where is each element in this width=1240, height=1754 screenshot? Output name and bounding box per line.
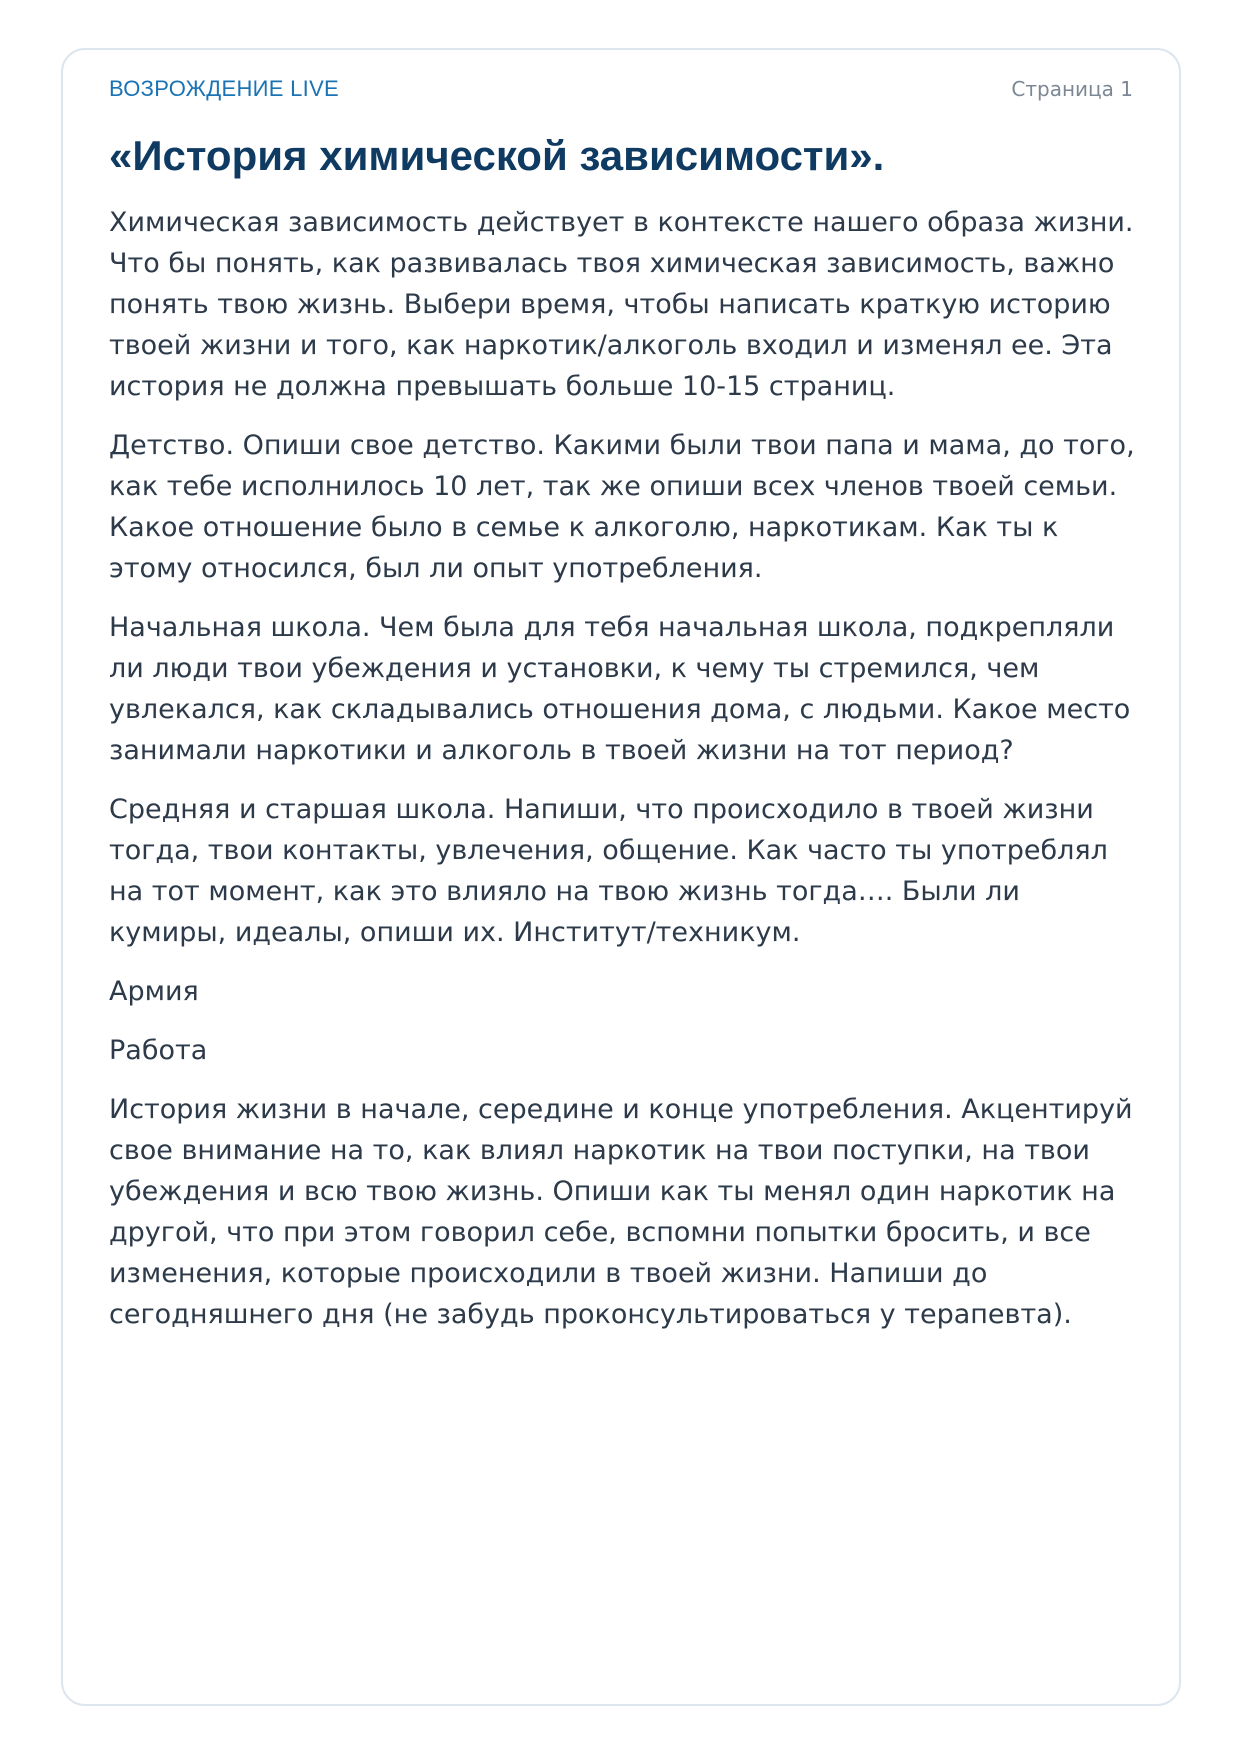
- brand-label: ВОЗРОЖДЕНИЕ LIVE: [109, 76, 340, 101]
- usage-history-paragraph: История жизни в начале, середине и конце употребления. Акцентируй свое внимание на то, как влиял наркотик на твои поступки, на твои убеждения и всю твою жизнь. Опиши как ты менял один наркотик на другой, что при этом говорил себе, вспомни попытки бросить, и все изменения, которые происходили в твоей жизни. Напиши до сегодняшнего дня (не забудь проконсультироваться у терапевта).: [109, 1094, 1133, 1330]
- secondary-school-paragraph: Средняя и старшая школа. Напиши, что происходило в твоей жизни тогда, твои контакты, увлечения, общение. Как часто ты употреблял на тот момент, как это влияло на твою жизнь тогда…. Были ли кумиры, идеалы, опиши их. Институт/техникум.: [109, 794, 1108, 948]
- intro-paragraph: Химическая зависимость действует в контексте нашего образа жизни. Что бы понять, как развивалась твоя химическая зависимость, важно понять твою жизнь. Выбери время, чтобы написать краткую историю твоей жизни и того, как наркотик/алкоголь входил и изменял ее. Эта история не должна превышать больше 10-15 страниц.: [109, 207, 1134, 402]
- document-page: [61, 48, 1181, 1706]
- work-paragraph: Работа: [109, 1035, 208, 1066]
- army-paragraph: Армия: [109, 976, 199, 1007]
- primary-school-paragraph: Начальная школа. Чем была для тебя начальная школа, подкрепляли ли люди твои убеждения и установки, к чему ты стремился, чем увлекался, как складывались отношения дома, с людьми. Какое место занимали наркотики и алкоголь в твоей жизни на тот период?: [109, 612, 1131, 766]
- page-number: Страница 1: [1011, 77, 1133, 101]
- document-title: «История химической зависимости».: [109, 132, 885, 179]
- document-body: [109, 202, 1139, 1353]
- childhood-paragraph: Детство. Опиши свое детство. Какими были твои папа и мама, до того, как тебе исполнилось 10 лет, так же опиши всех членов твоей семьи. Какое отношение было в семье к алкоголю, наркотикам. Как ты к этому относился, был ли опыт употребления.: [109, 430, 1135, 584]
- page-header: [109, 74, 1133, 104]
